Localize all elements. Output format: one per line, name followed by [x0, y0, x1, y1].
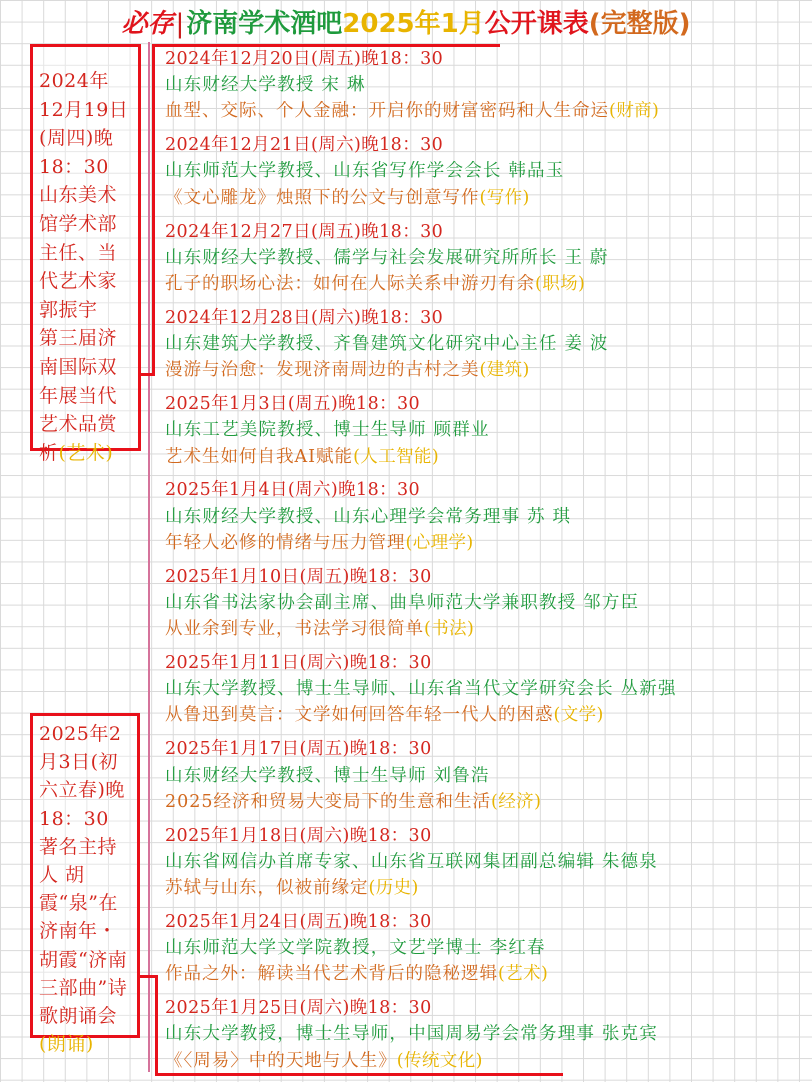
lecture-tag: (建筑) — [479, 360, 530, 381]
lecture-item — [165, 477, 810, 563]
lecture-tag: (财商) — [609, 101, 660, 122]
lecture-topic: 艺术生如何自我AI赋能 — [165, 446, 354, 467]
lecture-item — [165, 305, 810, 391]
lecture-date: 2025年1月24日(周五)晚18：30 — [165, 911, 432, 932]
lecture-tag: (艺术) — [498, 964, 549, 985]
lecture-speaker: 山东工艺美院教授、博士生导师 顾群业 — [165, 420, 490, 441]
side-box-topic: 第三届济南国际双年展当代艺术品赏析 — [39, 327, 118, 464]
lecture-speaker: 山东财经大学教授 宋 琳 — [165, 75, 366, 96]
lecture-tag: (文学) — [553, 705, 604, 726]
lecture-speaker: 山东省书法家协会副主席、曲阜师范大学兼职教授 邹方臣 — [165, 592, 640, 613]
red-marker-line — [155, 975, 158, 1076]
lecture-item — [165, 564, 810, 650]
lecture-item — [165, 132, 810, 218]
title-must: 必存 — [121, 9, 174, 39]
lecture-item — [165, 650, 810, 736]
lecture-topic: 孔子的职场心法：如何在人际关系中游刃有余 — [165, 273, 535, 294]
lecture-tag: (心理学) — [405, 532, 474, 553]
lecture-date: 2024年12月27日(周五)晚18：30 — [165, 221, 444, 242]
lecture-date: 2024年12月28日(周六)晚18：30 — [165, 307, 444, 328]
lecture-item — [165, 823, 810, 909]
side-box-tag: (艺术) — [58, 441, 114, 464]
poster-title — [0, 4, 812, 44]
lecture-item — [165, 219, 810, 305]
side-box-speaker: 山东美术馆学术部主任、当代艺术家郭振宇 — [39, 184, 118, 321]
lecture-tag: (书法) — [424, 619, 475, 640]
lecture-topic: 年轻人必修的情绪与压力管理 — [165, 532, 406, 553]
lecture-tag: (写作) — [479, 187, 530, 208]
lecture-list — [165, 46, 810, 1082]
lecture-topic: 《〈周易〉中的天地与人生》 — [165, 1050, 397, 1071]
lecture-tag: (历史) — [368, 878, 419, 899]
side-box-date: 2025年2月3日(初六立春)晚18：30 — [39, 723, 125, 830]
lecture-topic: 苏轼与山东，似被前缘定 — [165, 878, 369, 899]
lecture-date: 2025年1月3日(周五)晚18：30 — [165, 394, 421, 415]
timeline-divider — [148, 42, 150, 1072]
lecture-date: 2024年12月20日(周五)晚18：30 — [165, 49, 444, 69]
lecture-tag: (传统文化) — [396, 1050, 483, 1071]
lecture-speaker: 山东大学教授，博士生导师，中国周易学会常务理事 张克宾 — [165, 1024, 658, 1045]
title-venue: 济南学术酒吧 — [186, 9, 343, 39]
lecture-tag: (经济) — [491, 791, 542, 812]
lecture-date: 2024年12月21日(周六)晚18：30 — [165, 135, 444, 156]
lecture-speaker: 山东财经大学教授、儒学与社会发展研究所所长 王 蔚 — [165, 247, 609, 268]
lecture-speaker: 山东师范大学文学院教授，文艺学博士 李红春 — [165, 938, 546, 959]
lecture-topic: 2025经济和贸易大变局下的生意和生活 — [165, 791, 492, 812]
side-box-recitation — [30, 713, 140, 1056]
lecture-topic: 从鲁迅到莫言：文学如何回答年轻一代人的困惑 — [165, 705, 554, 726]
lecture-speaker: 山东财经大学教授、博士生导师 刘鲁浩 — [165, 765, 490, 786]
lecture-topic: 漫游与治愈：发现济南周边的古村之美 — [165, 360, 480, 381]
lecture-date: 2025年1月4日(周六)晚18：30 — [165, 480, 421, 501]
lecture-item — [165, 46, 810, 132]
lecture-topic: 从业余到专业，书法学习很简单 — [165, 619, 424, 640]
side-box-date: 2024年12月19日(周四)晚18：30 — [39, 70, 129, 178]
title-month: 2025年1月 — [342, 9, 485, 39]
lecture-topic: 血型、交际、个人金融：开启你的财富密码和人生命运 — [165, 101, 609, 122]
lecture-item — [165, 391, 810, 477]
lecture-date: 2025年1月10日(周五)晚18：30 — [165, 566, 432, 587]
lecture-speaker: 山东师范大学教授、山东省写作学会会长 韩品玉 — [165, 161, 565, 182]
title-schedule: 公开课表 — [484, 9, 589, 39]
lecture-date: 2025年1月25日(周六)晚18：30 — [165, 998, 432, 1019]
lecture-topic: 作品之外：解读当代艺术背后的隐秘逻辑 — [165, 964, 498, 985]
lecture-date: 2025年1月17日(周五)晚18：30 — [165, 739, 432, 760]
lecture-speaker: 山东财经大学教授、山东心理学会常务理事 苏 琪 — [165, 506, 572, 527]
lecture-topic: 《文心雕龙》烛照下的公文与创意写作 — [165, 187, 480, 208]
lecture-date: 2025年1月18日(周六)晚18：30 — [165, 825, 432, 846]
side-box-tag: (朗诵) — [39, 1033, 94, 1056]
lecture-tag: (人工智能) — [353, 446, 440, 467]
lecture-tag: (职场) — [535, 273, 586, 294]
red-marker-line — [141, 373, 155, 376]
side-box-speaker: 著名主持人 胡霞“泉”在济南年・胡霞“济南三部曲”诗歌朗诵会 — [39, 835, 128, 1028]
lecture-item — [165, 995, 810, 1081]
lecture-item — [165, 736, 810, 822]
lecture-date: 2025年1月11日(周六)晚18：30 — [165, 653, 432, 674]
lecture-item — [165, 909, 810, 995]
side-box-art-lecture — [30, 44, 141, 464]
title-edition: (完整版) — [588, 9, 691, 39]
lecture-speaker: 山东大学教授、博士生导师、山东省当代文学研究会长 丛新强 — [165, 679, 677, 700]
title-divider: | — [175, 9, 185, 39]
lecture-speaker: 山东建筑大学教授、齐鲁建筑文化研究中心主任 姜 波 — [165, 334, 609, 355]
red-marker-line — [152, 44, 155, 376]
lecture-speaker: 山东省网信办首席专家、山东省互联网集团副总编辑 朱德泉 — [165, 851, 658, 872]
